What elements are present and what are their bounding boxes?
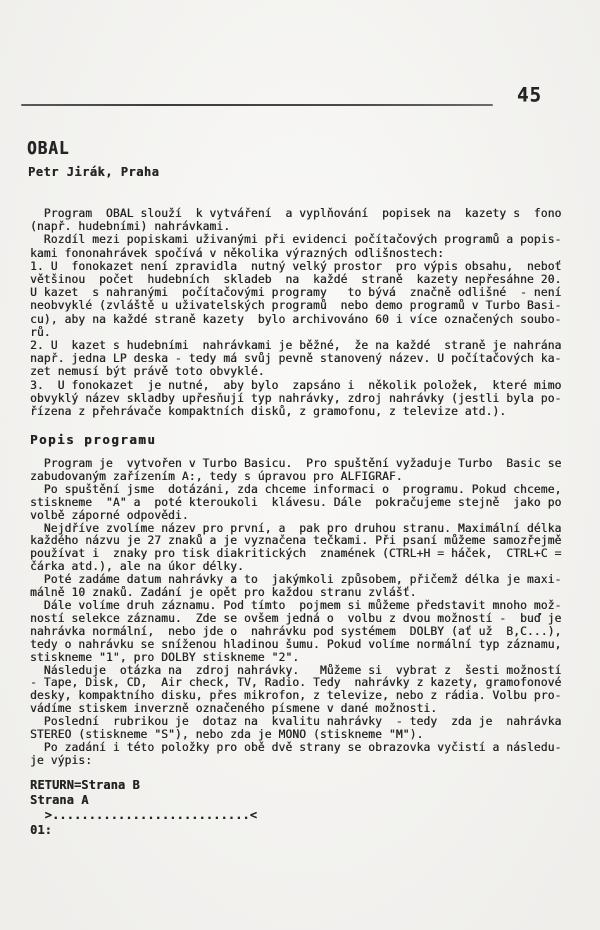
listing-line: Strana A — [30, 793, 89, 807]
text-line: každého názvu je 27 znaků a je vyznačena tečkami. Při psaní můžeme samozřejmě — [30, 534, 562, 548]
text-line: vádíme stiskem inverzně označeného písmene v dané možnosti. — [30, 702, 438, 716]
text-line: Poslední rubrikou je dotaz na kvalitu nahrávky - tedy zda je nahrávka — [30, 715, 562, 729]
article-author: Petr Jirák, Praha — [28, 165, 160, 179]
text-line: stiskneme "1", pro DOLBY stiskneme "2". — [30, 650, 300, 664]
text-line: Po spuštění jsme dotázáni, zda chceme informaci o programu. Pokud chceme, — [30, 482, 562, 496]
listing-line: 01: — [30, 823, 52, 837]
text-line: neobvyklé (zvláště u uživatelských programů nebo demo programů v Turbo Basi- — [30, 299, 562, 313]
text-line: (např. hudebními) nahrávkami. — [30, 220, 231, 234]
text-line: 2. U kazet s hudebními nahrávkami je běžné, že na každé straně je nahrána — [30, 339, 562, 353]
text-line: řízena z přehrávače kompaktních disků, z gramofonu, z televize atd.). — [30, 405, 507, 419]
text-line: stiskneme "A" a poté kteroukoli klávesu. Dále pokračujeme stejně jako po — [30, 495, 562, 509]
page-number: 45 — [517, 83, 542, 107]
text-line: rů. — [30, 325, 51, 339]
text-line: málně 10 znaků. Zadání je opět pro každou stranu zvlášť. — [30, 586, 417, 600]
text-line: většinou počet hudebních skladeb na každé straně kazety nepřesáhne 20. — [30, 273, 562, 287]
text-line: Po zadání i této položky pro obě dvě strany se obrazovka vyčistí a následu- — [30, 740, 562, 754]
text-line: kami fononahrávek spočívá v několika výrazných odlišnostech: — [30, 246, 445, 260]
text-line: 1. U fonokazet není zpravidla nutný velký prostor pro výpis obsahu, neboť — [30, 259, 562, 273]
text-line: Dále volíme druh záznamu. Pod tímto pojmem si můžeme představit mnoho mož- — [30, 598, 562, 612]
text-line: zabudovaným zařízením A:, tedy s úpravou pro ALFIGRAF. — [30, 469, 403, 483]
article-title: OBAL — [27, 137, 70, 159]
text-line: - Tape, Disk, CD, Air check, TV, Radio. Tedy nahrávky z kazety, gramofonové — [30, 676, 562, 690]
text-line: je výpis: — [30, 753, 93, 767]
text-line: U kazet s nahranými počítačovými programy to bývá značně odlišné - není — [30, 286, 562, 300]
text-line: čárka atd.), ale na úkor délky. — [30, 560, 244, 574]
text-line: obvyklý název skladby upřesňují typ nahrávky, zdroj nahrávky (jestli byla po- — [30, 391, 562, 405]
intro-paragraphs — [30, 207, 561, 418]
text-line: Následuje otázka na zdroj nahrávky. Můžeme si vybrat z šesti možností — [30, 663, 562, 677]
header-rule — [21, 104, 493, 106]
listing-line: >...........................< — [30, 808, 258, 822]
text-line: ností selekce záznamu. Zde se ovšem jedná o volbu z dvou možností - buď je — [30, 611, 562, 625]
text-line: desky, kompaktního disku, přes mikrofon, z televize, nebo z rádia. Volbu pro- — [30, 689, 562, 703]
program-description — [30, 458, 561, 768]
text-line: např. jedna LP deska - tedy má svůj pevně stanovený název. U počítačových ka- — [30, 352, 562, 366]
text-line: volbě záporné odpovědi. — [30, 508, 189, 522]
text-line: Rozdíl mezi popiskami uživanými při evidenci počítačových programů a popis- — [30, 233, 562, 247]
text-line: 3. U fonokazet je nutné, aby bylo zapsáno i několik položek, které mimo — [30, 378, 562, 392]
screen-listing — [30, 778, 257, 838]
text-line: Nejdříve zvolíme název pro první, a pak pro druhou stranu. Maximální délka — [30, 521, 562, 535]
text-line: zet nemusí být právě toto obvyklé. — [30, 365, 265, 379]
listing-line: RETURN=Strana B — [30, 778, 140, 792]
text-line: tedy o nahrávku se sníženou hladinou šumu. Pokud volíme normální typ záznamu, — [30, 637, 562, 651]
text-line: Program je vytvořen v Turbo Basicu. Pro spuštění vyžaduje Turbo Basic se — [30, 457, 562, 470]
text-line: Poté zadáme datum nahrávky a to jakýmkoli způsobem, přičemž délka je maxi- — [30, 573, 562, 587]
text-line: cu), aby na každé straně kazety bylo archivováno 60 i více označených soubo- — [30, 312, 562, 326]
section-heading: Popis programu — [30, 432, 157, 447]
text-line: Program OBAL slouží k vytváření a vyplňování popisek na kazety s fono — [30, 207, 562, 220]
text-line: nahrávka normální, nebo jde o nahrávku pod systémem DOLBY (ať už B,C...), — [30, 624, 562, 638]
text-line: STEREO (stiskneme "S"), nebo zda je MONO (stiskneme "M"). — [30, 728, 424, 742]
text-line: používat i znaky pro tisk diakritických znamének (CTRL+H = háček, CTRL+C = — [30, 547, 562, 561]
